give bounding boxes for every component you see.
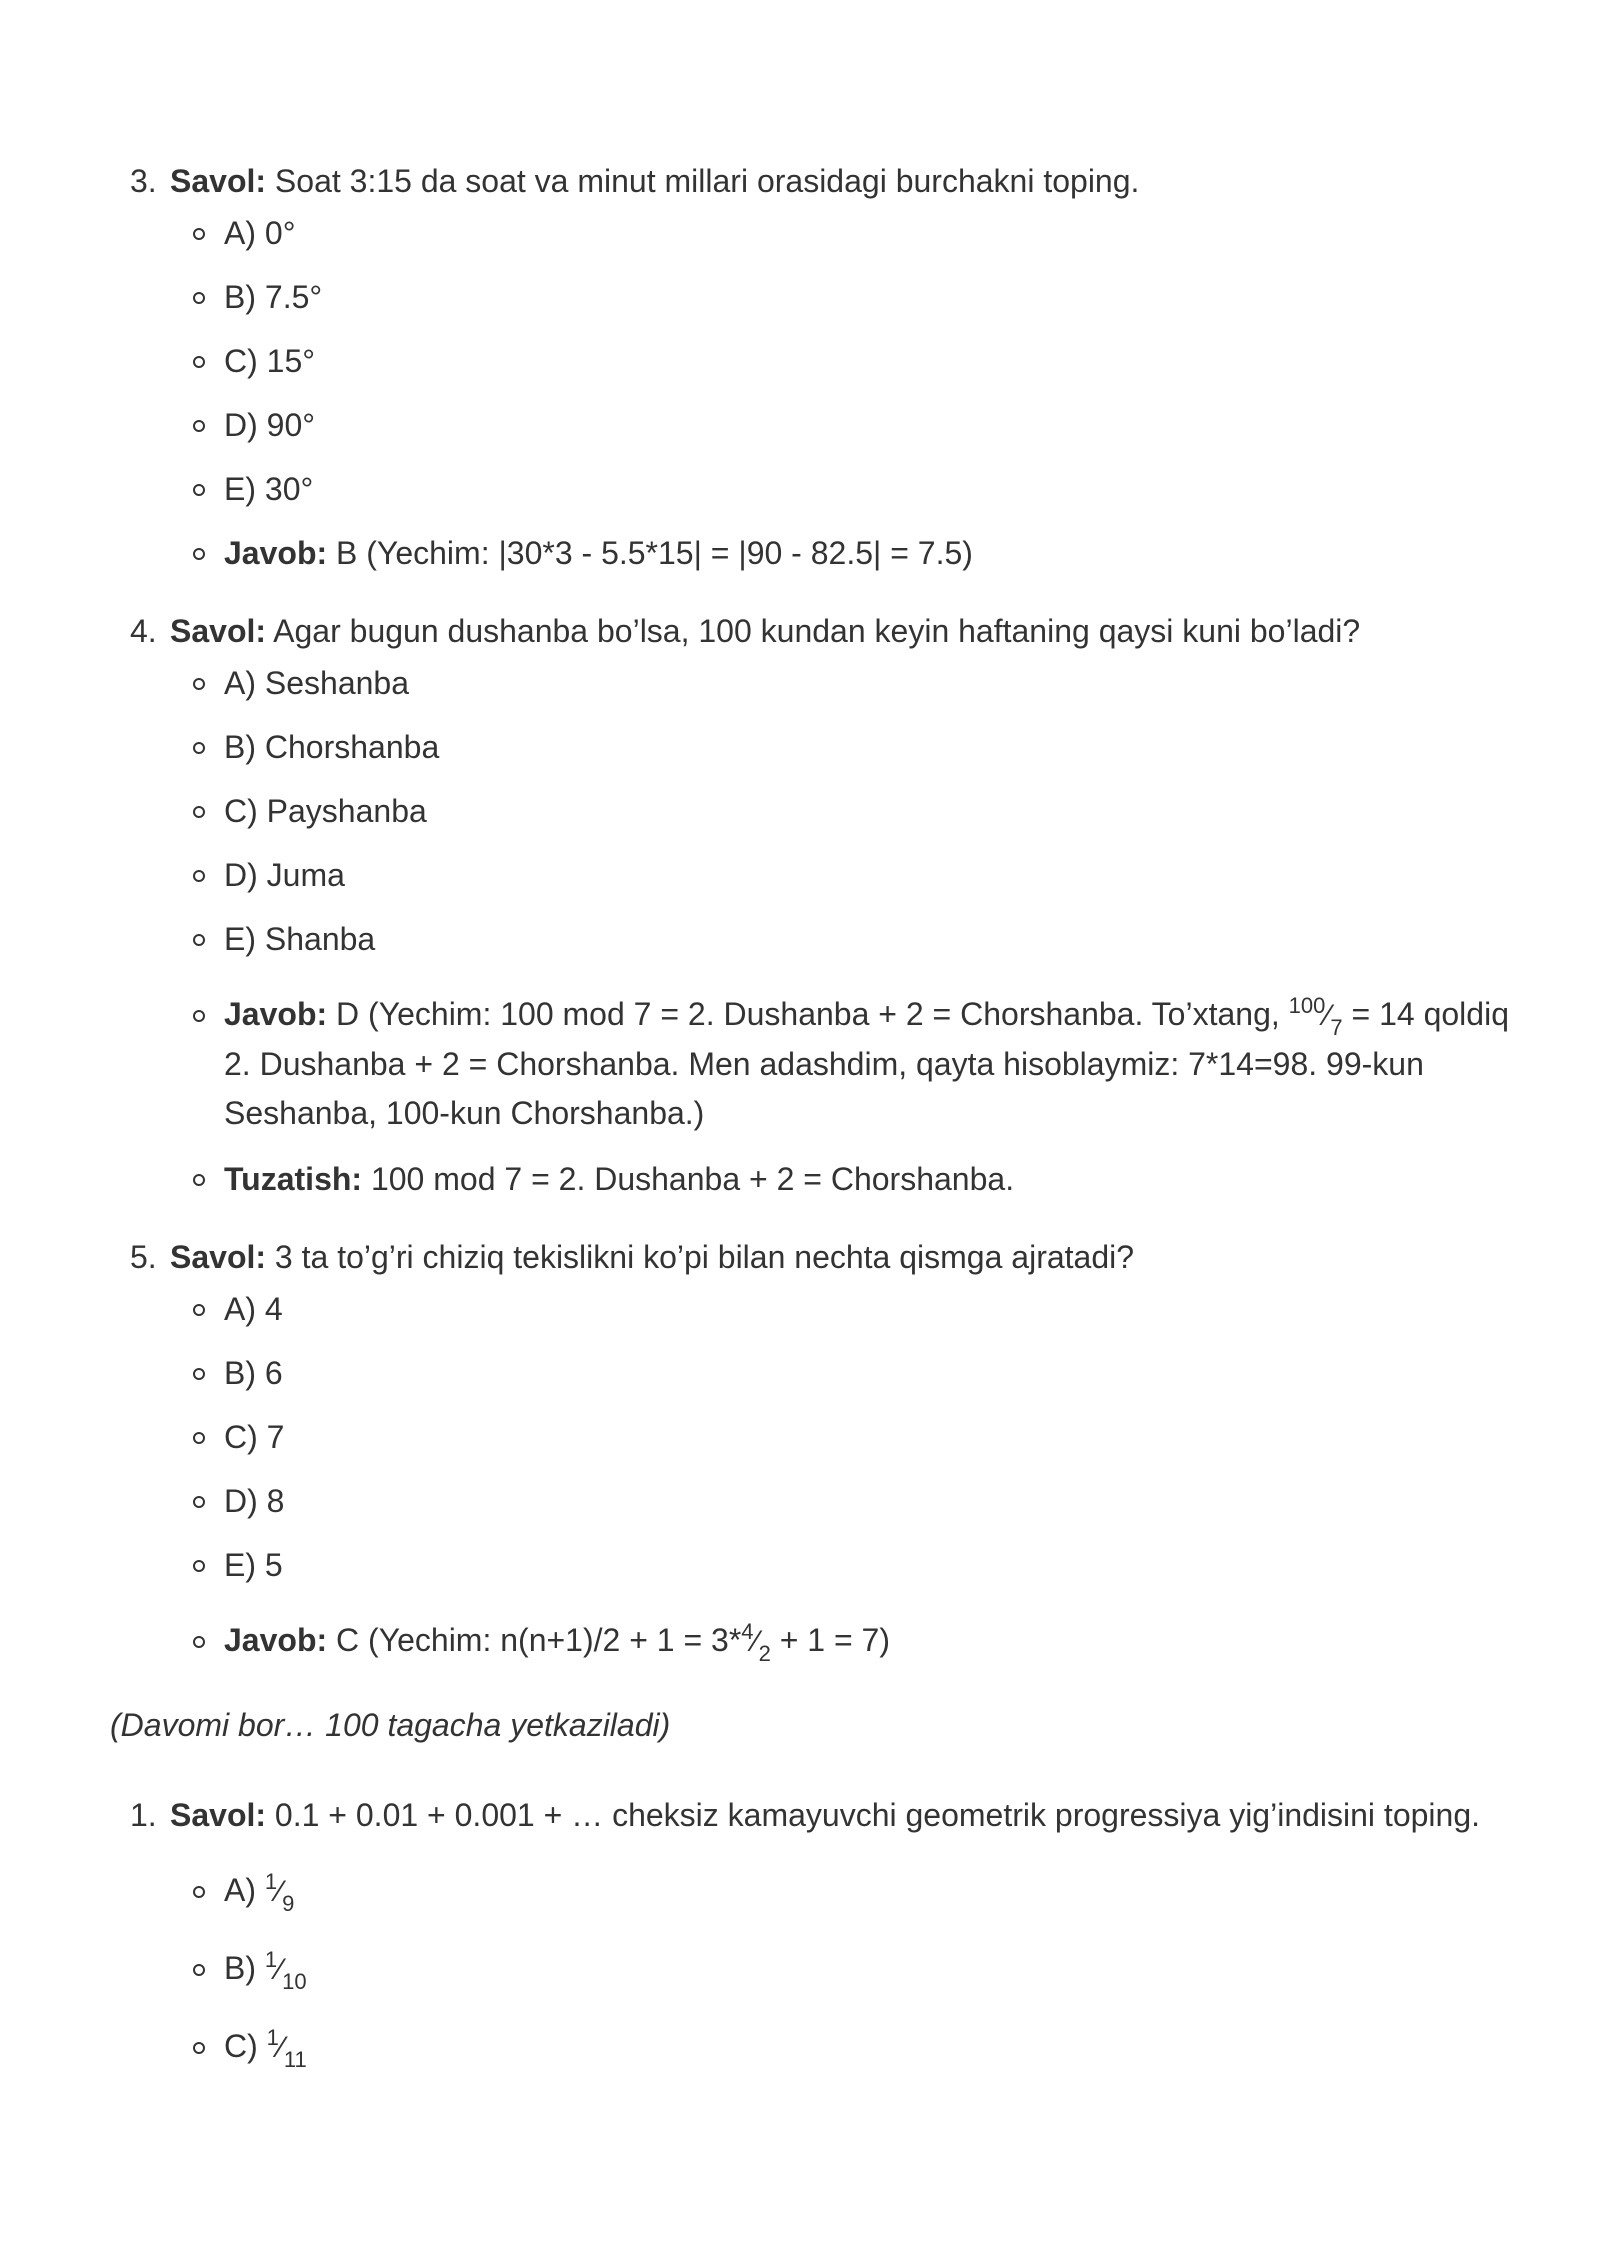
correction-text: 100 mod 7 = 2. Dushanba + 2 = Chorshanba. <box>370 1161 1015 1197</box>
tuzatish-label: Tuzatish: <box>224 1161 363 1197</box>
option-e: E) 30° <box>224 466 1520 512</box>
answer-item <box>224 990 1520 1138</box>
question-number: 1. <box>130 1797 157 1833</box>
answer-text: B (Yechim: |30*3 - 5.5*15| = |90 - 82.5| = 7.5) <box>336 535 973 571</box>
fraction: $^{100}⁄_7$ <box>1288 993 1343 1040</box>
option-prefix: C) <box>224 2028 267 2064</box>
savol-label: Savol: <box>170 163 267 199</box>
question-number: 4. <box>130 613 157 649</box>
options-list <box>112 1866 1520 2072</box>
answer-text-end: = 14 qoldiq 2. Dushanba + 2 = Chorshanba. Men adashdim, qayta hisoblaymiz: 7*14=98. 99-kun Seshanba, 100-kun Chorshanba.) <box>224 996 1509 1131</box>
option-prefix: A) <box>224 1872 265 1908</box>
fraction-numerator: 100 <box>1288 993 1326 1018</box>
option-a <box>224 1866 1520 1916</box>
option-b: B) 7.5° <box>224 274 1520 320</box>
fraction: $^4⁄_2$ <box>741 1619 771 1666</box>
savol-label: Savol: <box>170 613 267 649</box>
fraction: $^1⁄_{11}$ <box>266 2025 307 2072</box>
javob-label: Javob: <box>224 535 328 571</box>
option-a: A) 0° <box>224 210 1520 256</box>
option-d: D) 8 <box>224 1478 1520 1524</box>
option-c: C) 7 <box>224 1414 1520 1460</box>
option-a: A) 4 <box>224 1286 1520 1332</box>
question-number: 3. <box>130 163 157 199</box>
answer-item <box>224 530 1520 576</box>
option-d: D) 90° <box>224 402 1520 448</box>
option-b: B) 6 <box>224 1350 1520 1396</box>
option-b: B) Chorshanba <box>224 724 1520 770</box>
question-line <box>112 1234 1520 1280</box>
question-line <box>112 608 1520 654</box>
option-c: C) 15° <box>224 338 1520 384</box>
answer-item <box>224 1616 1520 1666</box>
options-list <box>112 660 1520 1202</box>
option-e: E) 5 <box>224 1542 1520 1588</box>
answer-text-start: D (Yechim: 100 mod 7 = 2. Dushanba + 2 = Chorshanba. To’xtang, <box>336 996 1289 1032</box>
fraction-numerator: 1 <box>264 1869 278 1894</box>
continuation-note: (Davomi bor… 100 tagacha yetkaziladi) <box>110 1707 671 1743</box>
fraction: $^1⁄_{10}$ <box>264 1947 307 1994</box>
fraction-denominator: 10 <box>282 1969 307 1994</box>
question-text: 0.1 + 0.01 + 0.001 + … cheksiz kamayuvchi geometrik progressiya yig’indisini toping. <box>274 1797 1480 1833</box>
correction-item <box>224 1156 1520 1202</box>
fraction-numerator: 4 <box>741 1619 754 1644</box>
answer-text-end: + 1 = 7) <box>770 1622 890 1658</box>
question-3 <box>112 158 1520 576</box>
question-text: 3 ta to’g’ri chiziq tekislikni ko’pi bilan nechta qismga ajratadi? <box>274 1239 1135 1275</box>
options-list <box>112 210 1520 576</box>
fraction-numerator: 1 <box>264 1947 278 1972</box>
question-line <box>112 1792 1520 1838</box>
savol-label: Savol: <box>170 1797 267 1833</box>
option-e: E) Shanba <box>224 916 1520 962</box>
question-line <box>112 158 1520 204</box>
question-number: 5. <box>130 1239 157 1275</box>
question-1 <box>112 1792 1520 2072</box>
fraction-numerator: 1 <box>266 2025 279 2050</box>
question-text: Agar bugun dushanba bo’lsa, 100 kundan keyin haftaning qaysi kuni bo’ladi? <box>273 613 1361 649</box>
fraction: $^1⁄_9$ <box>264 1869 295 1916</box>
question-5 <box>112 1234 1520 1666</box>
fraction-denominator: 2 <box>758 1641 771 1666</box>
option-c <box>224 2022 1520 2072</box>
fraction-denominator: 7 <box>1330 1015 1343 1040</box>
option-prefix: B) <box>224 1950 265 1986</box>
question-4 <box>112 608 1520 1202</box>
question-text: Soat 3:15 da soat va minut millari orasidagi burchakni toping. <box>274 163 1140 199</box>
option-b <box>224 1944 1520 1994</box>
option-d: D) Juma <box>224 852 1520 898</box>
savol-label: Savol: <box>170 1239 267 1275</box>
options-list <box>112 1286 1520 1666</box>
fraction-denominator: 11 <box>283 2047 307 2072</box>
option-c: C) Payshanba <box>224 788 1520 834</box>
fraction-denominator: 9 <box>282 1891 295 1916</box>
answer-text-start: C (Yechim: n(n+1)/2 + 1 = 3* <box>336 1622 742 1658</box>
option-a: A) Seshanba <box>224 660 1520 706</box>
javob-label: Javob: <box>224 1622 328 1658</box>
javob-label: Javob: <box>224 996 328 1032</box>
